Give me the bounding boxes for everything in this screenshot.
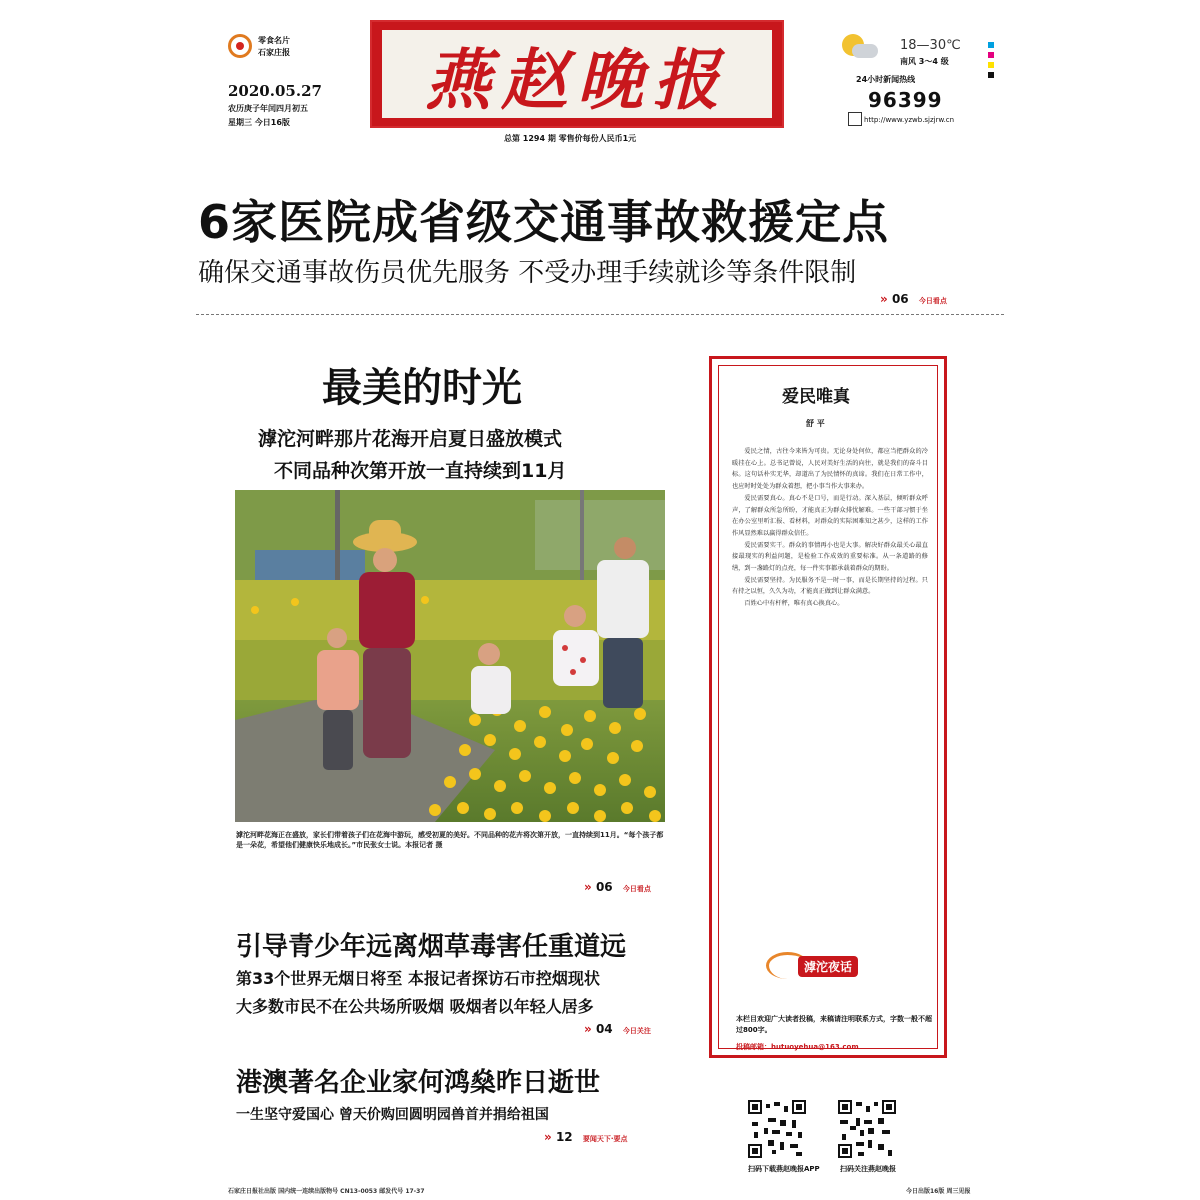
lead-subhead: 确保交通事故伤员优先服务 不受办理手续就诊等条件限制 <box>198 258 857 288</box>
feature-subhead-1: 滹沱河畔那片花海开启夏日盛放模式 <box>258 428 563 450</box>
lead-ref-page: 06 <box>891 292 909 306</box>
app-qr-code-icon[interactable] <box>748 1100 806 1158</box>
issue-info: 总第 1294 期 零售价每份人民币1元 <box>504 134 637 143</box>
story1-subhead-1: 第33个世界无烟日将至 本报记者探访石市控烟现状 <box>236 969 600 988</box>
column-author: 舒 平 <box>806 419 825 428</box>
feature-subhead-2: 不同品种次第开放一直持续到11月 <box>274 460 567 482</box>
hotline-label: 24小时新闻热线 <box>856 75 916 84</box>
small-qr-icon <box>848 112 862 126</box>
lunar-date: 农历庚子年闰四月初五 <box>228 104 308 113</box>
app-qr-label: 扫码下载燕赵晚报APP <box>748 1165 820 1173</box>
story2-page-ref[interactable] <box>544 1130 628 1144</box>
magenta-registration-mark <box>988 52 994 58</box>
story1-ref-section: 今日关注 <box>622 1027 651 1035</box>
photo-caption: 滹沱河畔花海正在盛放，家长们带着孩子们在花海中游玩，感受初夏的美好。不同品种的花卉将次第开放，一直持续到11月。“每个孩子都是一朵花，希望他们健康快乐地成长。”市民张女士说。本报记者 摄 <box>236 831 664 849</box>
double-chevron-icon: » <box>584 1022 592 1036</box>
feature-ref-section: 今日看点 <box>622 885 651 893</box>
newspaper-logo-icon <box>228 34 252 58</box>
submission-note: 本栏目欢迎广大读者投稿，来稿请注明联系方式，字数一般不超过800字。 <box>736 1015 932 1034</box>
weekday-pages: 星期三 今日16版 <box>228 118 290 127</box>
story2-ref-section: 要闻天下·要点 <box>582 1135 628 1143</box>
submission-email[interactable]: 投稿邮箱：hutuoyehua@163.com <box>736 1043 859 1051</box>
story2-subhead: 一生坚守爱国心 曾天价购回圆明园兽首并捐给祖国 <box>236 1107 549 1123</box>
double-chevron-icon: » <box>584 880 592 894</box>
column-paragraph: 爱民需要真心。真心不是口号，而是行动。深入基层，倾听群众呼声，了解群众所急所盼，才能真正为群众排忧解难。一些干部习惯于坐在办公室里听汇报、看材料，对群众的实际困难知之甚少，这样的工作作风显然难以赢得群众信任。 <box>732 494 928 537</box>
lead-page-ref[interactable] <box>880 292 947 306</box>
section-divider <box>196 314 1004 315</box>
black-registration-mark <box>988 72 994 78</box>
column-paragraph: 爱民需要坚持。为民服务不是一时一事，而是长期坚持的过程。只有持之以恒，久久为功，才能真正做到让群众满意。 <box>732 576 928 596</box>
story1-subhead-2: 大多数市民不在公共场所吸烟 吸烟者以年轻人居多 <box>236 997 594 1016</box>
weather-wind: 南风 3～4 级 <box>900 57 949 66</box>
feature-photo <box>235 490 665 822</box>
cyan-registration-mark <box>988 42 994 48</box>
wechat-qr-code-icon[interactable] <box>838 1100 896 1158</box>
masthead-flag <box>370 20 784 128</box>
feature-page-ref[interactable] <box>584 880 651 894</box>
yellow-registration-mark <box>988 62 994 68</box>
logo-text-2: 石家庄报 <box>258 48 290 57</box>
logo-text-1: 零食名片 <box>258 36 290 45</box>
lead-ref-section: 今日看点 <box>918 297 947 305</box>
news-hotline: 96399 <box>868 88 943 112</box>
lead-headline: 6家医院成省级交通事故救援定点 <box>198 195 890 249</box>
column-paragraph: 百姓心中有杆秤，唯有真心换真心。 <box>744 600 844 608</box>
column-paragraph: 爱民之情，古往今来皆为可贵。无论身处何位，都应当把群众的冷暖挂在心上。总书记曾说，人民对美好生活的向往，就是我们的奋斗目标。这句话朴实无华，却道出了为民情怀的真谛。我们在日常工作中，也应时时处处为群众着想，把小事当作大事来办。 <box>732 448 928 491</box>
column-paragraph: 爱民需要实干。群众的事情再小也是大事。解决好群众最关心最直接最现实的利益问题，是检验工作成效的重要标准。从一条道路的修缮，到一盏路灯的点亮，每一件实事都承载着群众的期盼。 <box>732 541 928 573</box>
issue-date: 2020.05.27 <box>228 82 322 100</box>
cloud-icon <box>852 44 878 58</box>
feature-ref-page: 06 <box>595 880 613 894</box>
story2-headline: 港澳著名企业家何鸿燊昨日逝世 <box>236 1068 601 1098</box>
story1-ref-page: 04 <box>595 1022 613 1036</box>
story1-page-ref[interactable] <box>584 1022 651 1036</box>
story2-ref-page: 12 <box>555 1130 573 1144</box>
weather-temperature: 18—30℃ <box>900 38 961 53</box>
column-brand-logo <box>766 948 890 984</box>
column-body <box>732 446 928 610</box>
double-chevron-icon: » <box>544 1130 552 1144</box>
story1-headline: 引导青少年远离烟草毒害任重道远 <box>236 932 627 962</box>
newspaper-title: 燕赵晚报 <box>425 40 729 119</box>
feature-title: 最美的时光 <box>322 365 522 411</box>
double-chevron-icon: » <box>880 292 888 306</box>
wechat-qr-label: 扫码关注燕赵晚报 <box>840 1165 896 1173</box>
website-url: http://www.yzwb.sjzjrw.cn <box>864 116 955 124</box>
column-title: 爱民唯真 <box>782 387 850 407</box>
footer-publication-info: 石家庄日报社出版 国内统一连续出版物号 CN13-0053 邮发代号 17-37 <box>228 1188 425 1195</box>
footer-right-info: 今日出版16版 周三见报 <box>906 1188 971 1195</box>
column-brand-name: 滹沱夜话 <box>798 956 858 977</box>
